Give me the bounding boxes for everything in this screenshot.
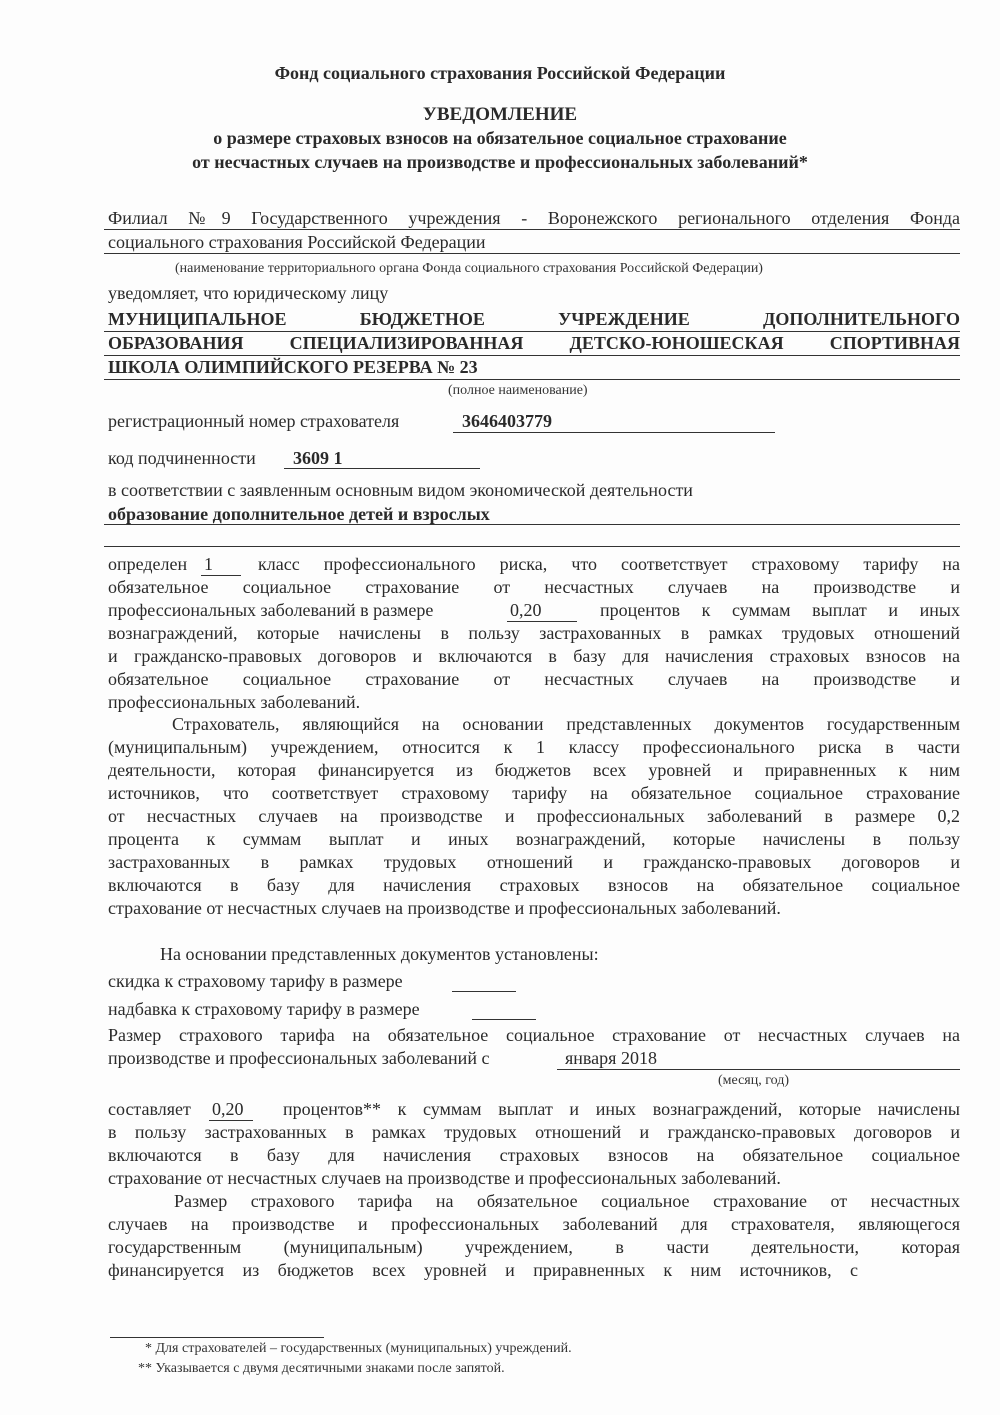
legal-entity-rule2 [104, 355, 960, 356]
legal-entity-line3: ШКОЛА ОЛИМПИЙСКОГО РЕЗЕРВА № 23 [108, 357, 478, 377]
p2-line2: (муниципальным) учреждением, относится к 1 классу профессионального риска в части [108, 737, 960, 757]
p3-line1-rest: процентов** к суммам выплат и иных вознаграждений, которые начислены [283, 1099, 960, 1119]
registration-label: регистрационный номер страхователя [108, 411, 400, 431]
activity-value: образование дополнительное детей и взрослых [108, 504, 490, 524]
risk-class-value: 1 [204, 554, 213, 574]
legal-entity-rule1 [104, 331, 960, 332]
p1-line2: обязательное социальное страхование от несчастных случаев на производстве и [108, 577, 960, 597]
activity-rule2 [104, 546, 960, 547]
p2-line9: страхование от несчастных случаев на производстве и профессиональных заболеваний. [108, 898, 781, 918]
final-rate-rule [209, 1120, 253, 1121]
p4-line3: государственным (муниципальным) учреждением, в части деятельности, которая [108, 1237, 960, 1257]
p1-line6: обязательное социальное страхование от несчастных случаев на производстве и [108, 669, 960, 689]
rate-line2-prefix: производстве и профессиональных заболеваний с [108, 1048, 490, 1068]
fund-name: Фонд социального страхования Российской Федерации [274, 63, 726, 83]
tariff-rule [507, 621, 577, 622]
footnote-2: ** Указывается с двумя десятичными знаками после запятой. [138, 1361, 505, 1376]
p2-line6: процента к суммам выплат и иных вознаграждений, которые начислены в пользу [108, 829, 960, 849]
rate-date-caption: (месяц, год) [718, 1073, 790, 1088]
p2-line5: от несчастных случаев на производстве и профессиональных заболеваний в размере 0,2 [108, 806, 960, 826]
surcharge-label: надбавка к страховому тарифу в размере [108, 999, 420, 1019]
footnote-separator [110, 1337, 324, 1338]
risk-class-rule [201, 575, 241, 576]
document-subtitle-line1: о размере страховых взносов на обязательное социальное страхование [213, 128, 787, 148]
p1-line1-rest: класс профессионального риска, что соответствует страховому тарифу на [258, 554, 960, 574]
document-title: УВЕДОМЛЕНИЕ [422, 104, 578, 125]
p3-prefix: составляет [108, 1099, 191, 1119]
p2-line4: источников, что соответствует страховому тарифу на обязательное социальное страхование [108, 783, 960, 803]
rate-date-rule [557, 1069, 960, 1070]
p2-line8: включаются в базу для начисления страховых взносов на обязательное социальное [108, 875, 960, 895]
tariff-value: 0,20 [510, 600, 542, 620]
p1-line3-prefix: профессиональных заболеваний в размере [108, 600, 434, 620]
legal-entity-caption: (полное наименование) [448, 383, 588, 398]
legal-entity-line2: ОБРАЗОВАНИЯ СПЕЦИАЛИЗИРОВАННАЯ ДЕТСКО-ЮНОШЕСКАЯ СПОРТИВНАЯ [108, 333, 960, 353]
p3-line4: страхование от несчастных случаев на производстве и профессиональных заболеваний. [108, 1168, 781, 1188]
legal-entity-line1: МУНИЦИПАЛЬНОЕ БЮДЖЕТНОЕ УЧРЕЖДЕНИЕ ДОПОЛНИТЕЛЬНОГО [108, 309, 960, 329]
territorial-body-line1: Филиал №9 Государственного учреждения - Воронежского регионального отделения Фонда [108, 208, 960, 228]
document-subtitle-line2: от несчастных случаев на производстве и профессиональных заболеваний* [192, 152, 808, 172]
activity-label: в соответствии с заявленным основным видом экономической деятельности [108, 480, 693, 500]
p2-line7: застрахованных в рамках трудовых отношений и гражданско-правовых договоров и [108, 852, 960, 872]
p3-line3: включаются в базу для начисления страховых взносов на обязательное социальное [108, 1145, 960, 1165]
territorial-body-rule2 [104, 253, 960, 254]
final-rate-value: 0,20 [212, 1099, 244, 1119]
p1-line5: и гражданско-правовых договоров и включаются в базу для начисления страховых взносов на [108, 646, 960, 666]
p2-line1: Страхователь, являющийся на основании представленных документов государственным [172, 714, 960, 734]
rate-effective-date: января 2018 [565, 1048, 657, 1068]
subordination-code: 3609 1 [293, 448, 343, 468]
notifies-text: уведомляет, что юридическому лицу [108, 283, 389, 303]
p1-line7: профессиональных заболеваний. [108, 692, 361, 712]
territorial-body-rule1 [104, 229, 960, 230]
p1-line4: вознаграждений, которые начислены в пользу застрахованных в рамках трудовых отношений [108, 623, 960, 643]
discount-field [452, 991, 516, 992]
p4-line4: финансируется из бюджетов всех уровней и приравненных к ним источников, с [108, 1260, 858, 1280]
registration-number: 3646403779 [462, 411, 552, 431]
territorial-body-caption: (наименование территориального органа Фонда социального страхования Российской Федерации) [175, 261, 763, 276]
legal-entity-rule3 [104, 379, 960, 380]
p1-prefix: определен [108, 554, 188, 574]
p3-line2: в пользу застрахованных в рамках трудовых отношений и гражданско-правовых договоров и [108, 1122, 960, 1142]
activity-rule1 [104, 524, 960, 525]
established-intro: На основании представленных документов установлены: [160, 944, 599, 964]
p1-line3-rest: процентов к суммам выплат и иных [600, 600, 960, 620]
p4-line1: Размер страхового тарифа на обязательное социальное страхование от несчастных [174, 1191, 960, 1211]
territorial-body-line2: социального страхования Российской Федерации [108, 232, 486, 252]
subordination-label: код подчиненности [108, 448, 256, 468]
subordination-rule [284, 468, 480, 469]
rate-line1: Размер страхового тарифа на обязательное социальное страхование от несчастных случаев на [108, 1025, 960, 1045]
registration-rule [453, 432, 775, 433]
p4-line2: случаев на производстве и профессиональных заболеваний для страхователя, являющегося [108, 1214, 960, 1234]
discount-label: скидка к страховому тарифу в размере [108, 971, 403, 991]
footnote-1: * Для страхователей – государственных (муниципальных) учреждений. [145, 1341, 572, 1356]
surcharge-field [472, 1019, 536, 1020]
p2-line3: деятельности, которая финансируется из бюджетов всех уровней и приравненных к ним [108, 760, 960, 780]
